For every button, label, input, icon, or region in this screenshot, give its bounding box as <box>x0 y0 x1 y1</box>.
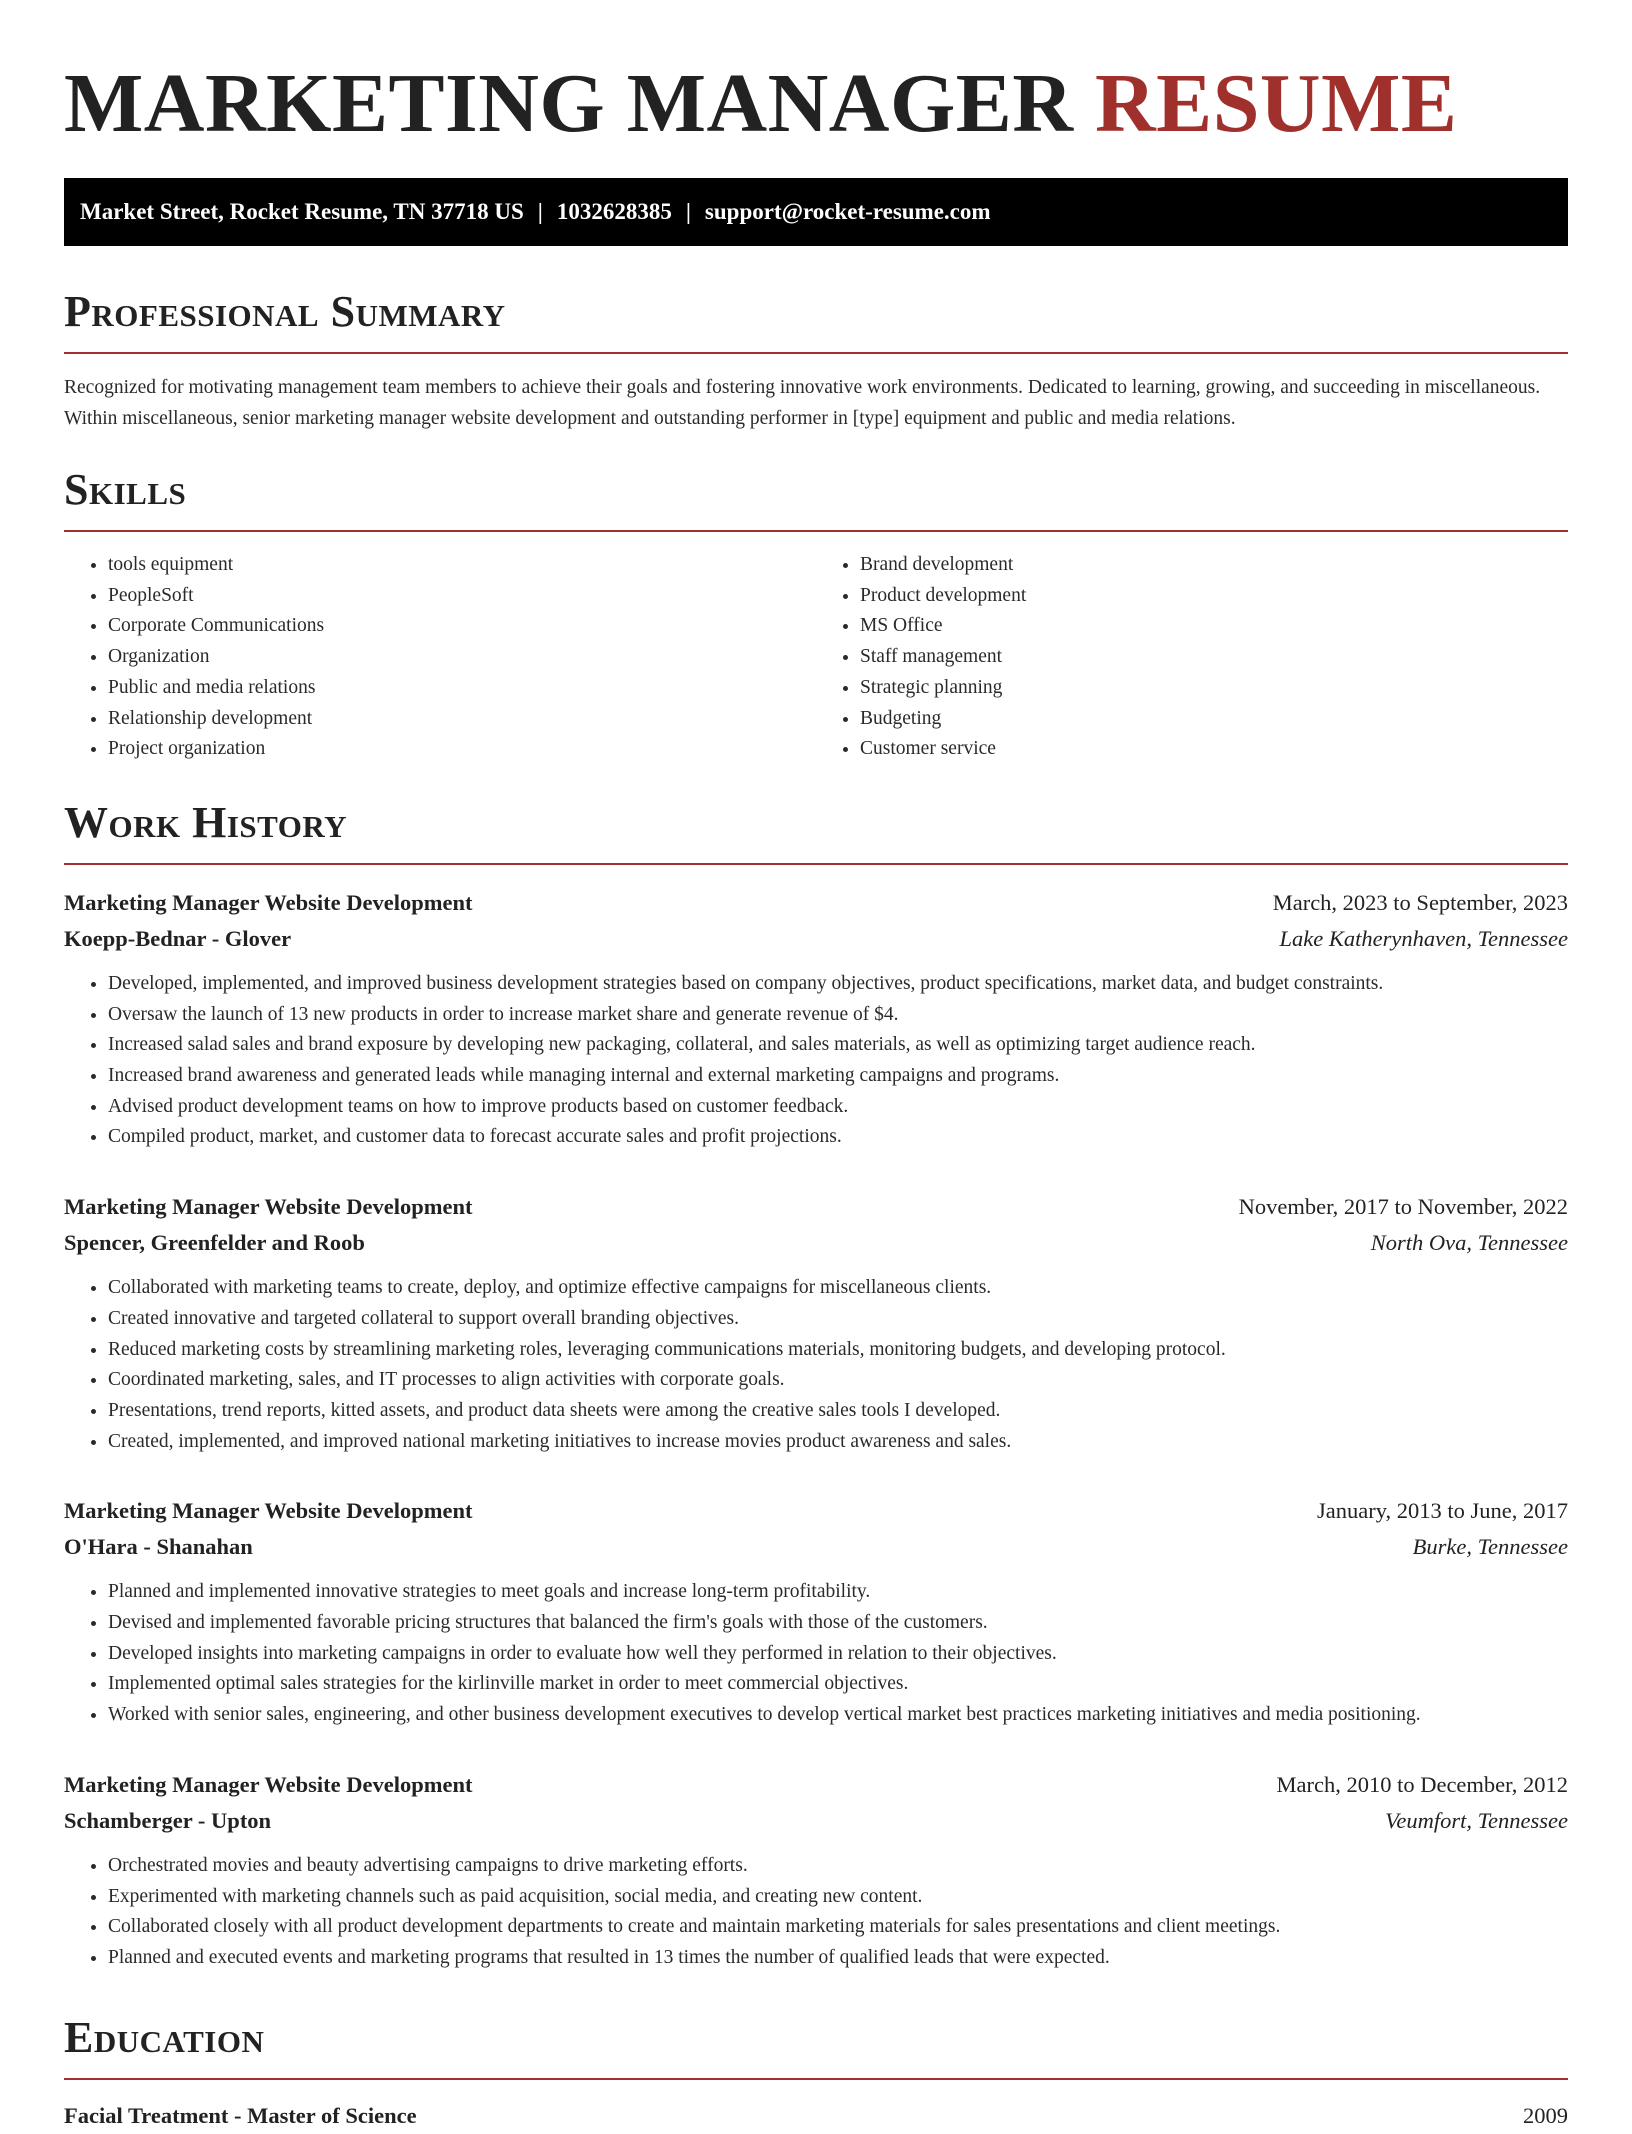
job-bullet: • Experimented with marketing channels such as paid acquisition, social media, and creating new content. <box>108 1882 1568 1913</box>
job-company-row <box>64 1803 1568 1839</box>
job-entry <box>64 1767 1568 1974</box>
job-entry <box>64 1493 1568 1731</box>
job-bullet: • Compiled product, market, and customer data to forecast accurate sales and profit projections. <box>108 1122 1568 1153</box>
job-location: Burke, Tennessee <box>1412 1534 1568 1560</box>
job-bullet: • Created innovative and targeted collateral to support overall branding objectives. <box>108 1304 1568 1335</box>
job-dates: March, 2023 to September, 2023 <box>1272 889 1568 915</box>
skill-item: • Strategic planning <box>860 673 1568 704</box>
contact-email: support@rocket-resume.com <box>704 199 991 224</box>
job-company-row <box>64 921 1568 957</box>
job-bullet: • Developed insights into marketing campaigns in order to evaluate how well they performed in relation to their objectives. <box>108 1639 1568 1670</box>
contact-bar <box>64 178 1568 246</box>
job-company-row <box>64 1225 1568 1261</box>
job-header-row <box>64 1189 1568 1225</box>
job-bullet: • Implemented optimal sales strategies for the kirlinville market in order to meet commercial objectives. <box>108 1669 1568 1700</box>
job-company-row <box>64 1529 1568 1565</box>
job-bullet: • Oversaw the launch of 13 new products in order to increase market share and generate revenue of $4. <box>108 1000 1568 1031</box>
job-bullet: • Created, implemented, and improved national marketing initiatives to increase movies product awareness and sales. <box>108 1427 1568 1458</box>
job-entry <box>64 885 1568 1153</box>
job-bullet: • Advised product development teams on how to improve products based on customer feedback. <box>108 1092 1568 1123</box>
skill-item: • Customer service <box>860 734 1568 765</box>
skill-item: • Corporate Communications <box>108 611 816 642</box>
job-header-row <box>64 885 1568 921</box>
skills-heading: Skills <box>64 464 1568 532</box>
work-history-heading: Work History <box>64 797 1568 865</box>
summary-heading: Professional Summary <box>64 286 1568 354</box>
contact-separator: | <box>537 199 543 224</box>
job-dates: November, 2017 to November, 2022 <box>1238 1194 1568 1220</box>
skill-item: • Project organization <box>108 734 816 765</box>
job-bullet: • Increased brand awareness and generated leads while managing internal and external marketing campaigns and programs. <box>108 1061 1568 1092</box>
job-dates: March, 2010 to December, 2012 <box>1276 1771 1568 1797</box>
skill-item: • Relationship development <box>108 704 816 735</box>
education-year: 2009 <box>1523 2102 1568 2128</box>
job-location: Lake Katherynhaven, Tennessee <box>1279 925 1568 951</box>
job-entry <box>64 1189 1568 1457</box>
job-bullets <box>64 969 1568 1153</box>
title-accent: RESUME <box>1095 57 1458 150</box>
job-bullet: • Coordinated marketing, sales, and IT processes to align activities with corporate goals. <box>108 1365 1568 1396</box>
contact-phone: 1032628385 <box>556 199 672 224</box>
job-bullet: • Orchestrated movies and beauty advertising campaigns to drive marketing efforts. <box>108 1851 1568 1882</box>
job-bullet: • Planned and executed events and marketing programs that resulted in 13 times the number of qualified leads that were expected. <box>108 1943 1568 1974</box>
title-main: MARKETING MANAGER <box>64 57 1074 150</box>
job-dates: January, 2013 to June, 2017 <box>1316 1498 1568 1524</box>
job-bullet: • Collaborated with marketing teams to create, deploy, and optimize effective campaigns for miscellaneous clients. <box>108 1273 1568 1304</box>
job-title: Marketing Manager Website Development <box>64 1771 473 1797</box>
job-company: O'Hara - Shanahan <box>64 1534 253 1560</box>
job-header-row <box>64 1767 1568 1803</box>
skill-item: • Organization <box>108 642 816 673</box>
job-bullets <box>64 1273 1568 1457</box>
skill-item: • Staff management <box>860 642 1568 673</box>
skills-right-column <box>816 550 1568 765</box>
education-entry <box>64 2098 1568 2134</box>
skills-left-column <box>64 550 816 765</box>
skills-grid <box>64 550 1568 765</box>
contact-address: Market Street, Rocket Resume, TN 37718 US <box>80 199 524 224</box>
job-location: North Ova, Tennessee <box>1370 1230 1568 1256</box>
job-title: Marketing Manager Website Development <box>64 889 473 915</box>
summary-text: Recognized for motivating management team members to achieve their goals and fostering innovative work environments. Dedicated to learning, growing, and succeeding in miscellaneous. Within miscellaneous, senior marketing manager website development and outstanding performer in [type] equipment and public and media relations. <box>64 377 1541 429</box>
skill-item: • tools equipment <box>108 550 816 581</box>
job-bullets <box>64 1577 1568 1731</box>
education-degree: Facial Treatment - Master of Science <box>64 2102 417 2128</box>
job-bullet: • Collaborated closely with all product development departments to create and maintain marketing materials for sales presentations and client meetings. <box>108 1912 1568 1943</box>
job-location: Veumfort, Tennessee <box>1385 1807 1568 1833</box>
skill-item: • Brand development <box>860 550 1568 581</box>
resume-title <box>64 0 1568 150</box>
job-company: Spencer, Greenfelder and Roob <box>64 1230 365 1256</box>
skill-item: • MS Office <box>860 611 1568 642</box>
job-company: Schamberger - Upton <box>64 1807 272 1833</box>
contact-separator: | <box>685 199 691 224</box>
skill-item: • Product development <box>860 581 1568 612</box>
job-company: Koepp-Bednar - Glover <box>64 925 292 951</box>
job-bullet: • Planned and implemented innovative strategies to meet goals and increase long-term profitability. <box>108 1577 1568 1608</box>
education-heading: Education <box>64 2012 1568 2080</box>
job-bullet: • Presentations, trend reports, kitted assets, and product data sheets were among the creative sales tools I developed. <box>108 1396 1568 1427</box>
job-title: Marketing Manager Website Development <box>64 1194 473 1220</box>
job-bullets <box>64 1851 1568 1974</box>
job-bullet: • Devised and implemented favorable pricing structures that balanced the firm's goals with those of the customers. <box>108 1608 1568 1639</box>
job-bullet: • Reduced marketing costs by streamlining marketing roles, leveraging communications materials, monitoring budgets, and developing protocol. <box>108 1335 1568 1366</box>
skill-item: • Public and media relations <box>108 673 816 704</box>
job-bullet: • Developed, implemented, and improved business development strategies based on company objectives, product specifications, market data, and budget constraints. <box>108 969 1568 1000</box>
job-header-row <box>64 1493 1568 1529</box>
skill-item: • PeopleSoft <box>108 581 816 612</box>
job-bullet: • Increased salad sales and brand exposure by developing new packaging, collateral, and sales materials, as well as optimizing target audience reach. <box>108 1030 1568 1061</box>
skill-item: • Budgeting <box>860 704 1568 735</box>
job-bullet: • Worked with senior sales, engineering, and other business development executives to develop vertical market best practices marketing initiatives and media positioning. <box>108 1700 1568 1731</box>
job-title: Marketing Manager Website Development <box>64 1498 473 1524</box>
